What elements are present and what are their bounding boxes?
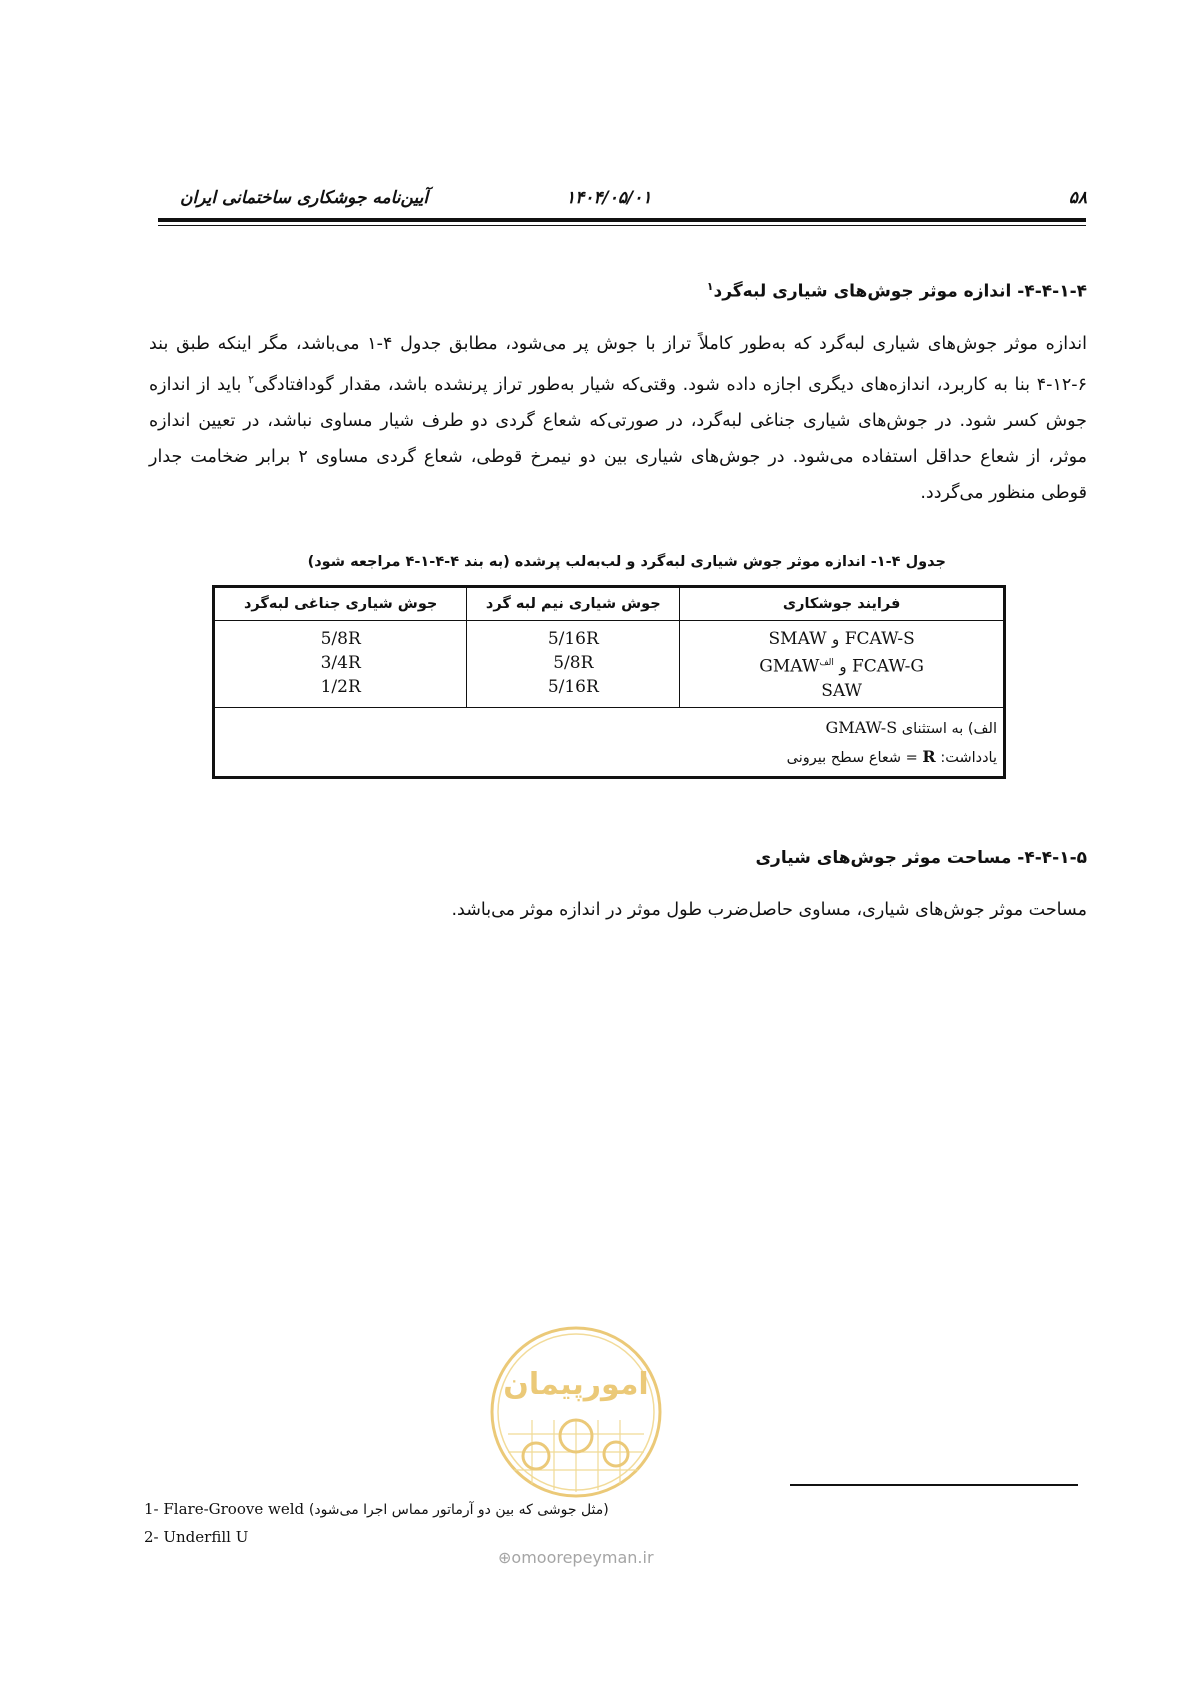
table-caption: جدول ۴-۱- اندازه موثر جوش شیاری لبه‌گرد و لب‌به‌لب پرشده (به بند ۴-۴-۱-۴ مراجعه شود) xyxy=(307,554,946,570)
section-paragraph-effective-area: مساحت موثر جوش‌های شیاری، مساوی حاصل‌ضرب طول موثر در اندازه موثر می‌باشد. xyxy=(451,900,1087,920)
col-header-half-flare: جوش شیاری نیم لبه گرد xyxy=(467,587,680,621)
process-line-3: SAW xyxy=(821,680,862,701)
footnote-rule xyxy=(790,1484,1078,1486)
effective-size-table xyxy=(212,585,1006,779)
paragraph-part-1: اندازه موثر جوش‌های شیاری لبه‌گرد که به‌طور کاملاً تراز با جوش پر می‌شود، مطابق جدول ۴-۱ می‌باشد، مگر اینکه طبق بند ۶-۱۲-۴ بنا به کاربرد، اندازه‌های دیگری اجازه داده شود. وقتی‌که شیار به‌طور تراز پرنشده باشد، مقدار گودافتادگی xyxy=(149,334,1087,395)
section-heading-flare-groove xyxy=(707,280,1087,302)
flare-v-cell: 5/8R 3/4R 1/2R xyxy=(214,621,467,708)
col-header-process: فرایند جوشکاری xyxy=(680,587,1005,621)
header-rule-thin xyxy=(158,225,1086,226)
watermark-globe-icon: ⊕ xyxy=(498,1548,512,1567)
watermark-logo xyxy=(488,1324,664,1500)
footnote-2: 2- Underfill U xyxy=(144,1528,249,1546)
section-paragraph-flare-groove xyxy=(149,326,1087,516)
note-b: یادداشت: R = شعاع سطح بیرونی xyxy=(786,746,997,766)
table-header-row xyxy=(214,587,1005,621)
table-row xyxy=(214,621,1005,708)
table-notes-row xyxy=(214,707,1005,777)
process-line-2: FCAW-G و $^{الف}$GMAW xyxy=(759,656,924,677)
footnote-ref-2: ۲ xyxy=(248,373,254,386)
paragraph-part-2: باید از اندازه جوش کسر شود. در جوش‌های شیاری جناغی لبه‌گرد، در صورتی‌که شعاع گردی دو طرف شیار مساوی نباشد، در تعیین اندازه موثر، از شعاع حداقل استفاده می‌شود. در جوش‌های شیاری بین دو نیمرخ قوطی، شعاع گردی مساوی ۲ برابر ضخامت جدار قوطی منظور می‌گردد. xyxy=(149,374,1087,503)
half-flare-cell: 5/16R 5/8R 5/16R xyxy=(467,621,680,708)
section-heading-effective-area: ۴-۴-۱-۵- مساحت موثر جوش‌های شیاری xyxy=(755,848,1087,868)
footnote-1: 1- Flare-Groove weld (مثل جوشی که بین دو آرماتور مماس اجرا می‌شود) xyxy=(144,1500,609,1518)
table-notes xyxy=(214,707,1005,777)
footnote-ref-1: ۱ xyxy=(706,280,714,293)
process-cell xyxy=(680,621,1005,708)
header-title: آیین‌نامه جوشکاری ساختمانی ایران xyxy=(180,188,429,208)
watermark-logo-text: امورپیمان xyxy=(503,1367,649,1402)
col-header-flare-v: جوش شیاری جناغی لبه‌گرد xyxy=(214,587,467,621)
header-rule-thick xyxy=(158,218,1086,222)
watermark-site: ⊕omoorepeyman.ir xyxy=(498,1548,654,1567)
process-line-1: FCAW-S و SMAW xyxy=(768,629,915,649)
page-number: ۵۸ xyxy=(1068,188,1087,208)
header-date: ۱۴۰۴/۰۵/۰۱ xyxy=(566,188,652,208)
note-a: الف) به استثنای GMAW-S xyxy=(825,717,997,737)
section-heading-text: ۴-۴-۱-۴- اندازه موثر جوش‌های شیاری لبه‌گرد xyxy=(713,281,1087,302)
